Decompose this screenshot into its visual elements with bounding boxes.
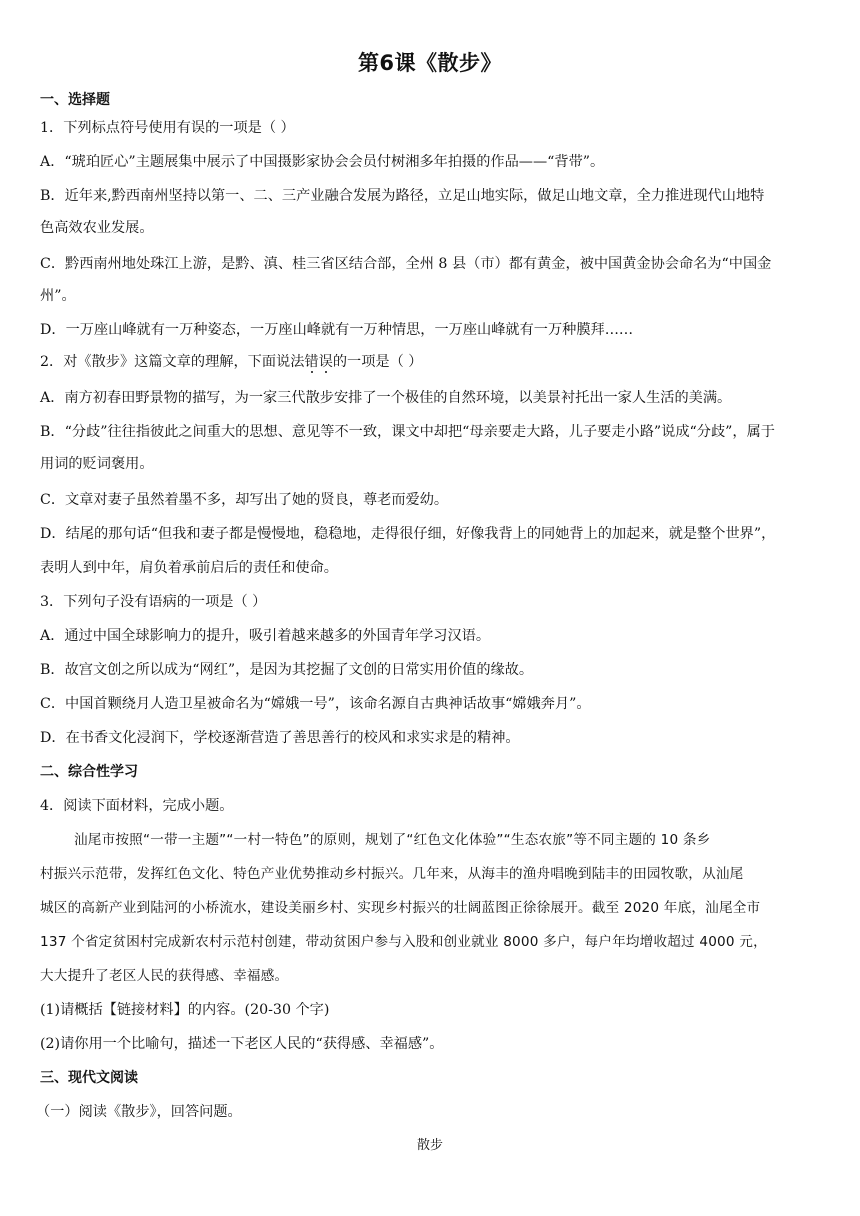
question-2-stem-pre: 2．对《散步》这篇文章的理解，下面说法 (40, 354, 305, 370)
question-2-stem (40, 350, 830, 374)
emphasis-dot-char: 错 (304, 354, 319, 370)
question-2-option-c: C．文章对妻子虽然着墨不多，却写出了她的贤良，尊老而爱幼。 (40, 492, 449, 508)
question-1-stem: 1．下列标点符号使用有误的一项是（ ） (40, 120, 295, 136)
question-2-option-d-line2: 表明人到中年，肩负着承前启后的责任和使命。 (40, 560, 338, 576)
question-3-option-d: D．在书香文化浸润下，学校逐渐营造了善思善行的校风和求实求是的精神。 (40, 730, 520, 746)
material-paragraph-line: 汕尾市按照“一带一主题”“一村一特色”的原则，规划了“红色文化体验”“生态农旅”等不同主题的 10 条乡 (74, 832, 711, 848)
question-3-stem: 3．下列句子没有语病的一项是（ ） (40, 594, 267, 610)
question-4-sub-2: (2)请你用一个比喻句，描述一下老区人民的“获得感、幸福感”。 (40, 1036, 444, 1052)
question-4-stem: 4．阅读下面材料，完成小题。 (40, 798, 234, 814)
document-title: 第6课《散步》 (357, 51, 503, 75)
material-paragraph-line: 村振兴示范带，发挥红色文化、特色产业优势推动乡村振兴。几年来，从海丰的渔舟唱晚到陆丰的田园牧歌，从汕尾 (40, 866, 744, 882)
material-paragraph-line: 137 个省定贫困村完成新农村示范村创建，带动贫困户参与入股和创业就业 8000 多户，每户年均增收超过 4000 元， (40, 934, 767, 950)
question-3-option-c: C．中国首颗绕月人造卫星被命名为“嫦娥一号”，该命名源自古典神话故事“嫦娥奔月”。 (40, 696, 591, 712)
section-heading-comprehensive: 二、综合性学习 (40, 764, 138, 780)
question-1-option-c-line2: 州”。 (40, 288, 76, 304)
reading-intro: （一）阅读《散步》，回答问题。 (36, 1104, 242, 1120)
question-2-option-b-line2: 用词的贬词褒用。 (40, 456, 154, 472)
question-4-sub-1: (1)请概括【链接材料】的内容。(20-30 个字) (40, 1002, 330, 1018)
question-2-option-a: A．南方初春田野景物的描写，为一家三代散步安排了一个极佳的自然环境，以美景衬托出一家人生活的美满。 (40, 390, 732, 406)
question-3-option-b: B．故宫文创之所以成为“网红”，是因为其挖掘了文创的日常实用价值的缘故。 (40, 662, 534, 678)
question-2-stem-post: 的一项是（ ） (332, 354, 423, 370)
material-paragraph-line: 城区的高新产业到陆河的小桥流水，建设美丽乡村、实现乡村振兴的壮阔蓝图正徐徐展开。截至 2020 年底，汕尾全市 (40, 900, 761, 916)
section-heading-reading: 三、现代文阅读 (40, 1070, 138, 1086)
emphasis-dot-char: 误 (318, 354, 333, 370)
question-3-option-a: A．通过中国全球影响力的提升，吸引着越来越多的外国青年学习汉语。 (40, 628, 491, 644)
question-1-option-c-line1: C．黔西南州地处珠江上游，是黔、滇、桂三省区结合部，全州 8 县（市）都有黄金，被中国黄金协会命名为“中国金 (40, 256, 772, 272)
question-1-option-d: D．一万座山峰就有一万种姿态，一万座山峰就有一万种情思，一万座山峰就有一万种膜拜…… (40, 322, 634, 338)
passage-title: 散步 (416, 1138, 443, 1153)
question-1-option-b-line2: 色高效农业发展。 (40, 220, 154, 236)
section-heading-choice: 一、选择题 (40, 92, 110, 108)
question-1-option-a: A．“琥珀匠心”主题展集中展示了中国摄影家协会会员付树湘多年拍摄的作品——“背带”。 (40, 154, 605, 170)
question-1-option-b-line1: B．近年来,黔西南州坚持以第一、二、三产业融合发展为路径，立足山地实际，做足山地文章，全力推进现代山地特 (40, 188, 765, 204)
question-2-option-d-line1: D．结尾的那句话“但我和妻子都是慢慢地，稳稳地，走得很仔细，好像我背上的同她背上的加起来，就是整个世界”， (40, 526, 776, 542)
material-paragraph-line: 大大提升了老区人民的获得感、幸福感。 (40, 968, 289, 984)
question-2-option-b-line1: B．“分歧”往往指彼此之间重大的思想、意见等不一致，课文中却把“母亲要走大路，儿子要走小路”说成“分歧”，属于 (40, 424, 775, 440)
